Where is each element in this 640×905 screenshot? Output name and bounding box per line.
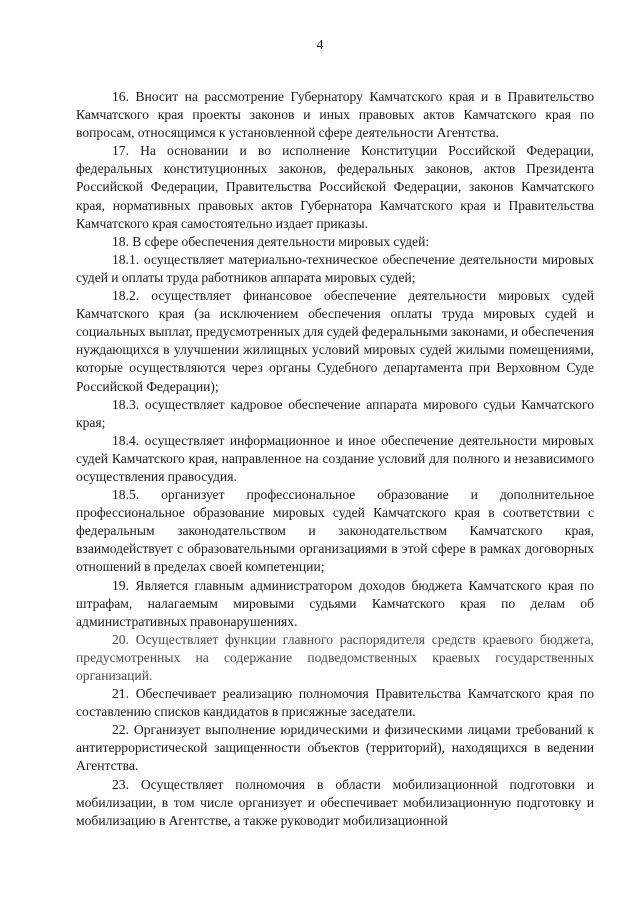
paragraph-18-4: 18.4. осуществляет информационное и иное обеспечение деятельности мировых судей Камчатского края, направленное на создание условий для полного и независимого осуществления правосудия. bbox=[76, 432, 594, 484]
document-body bbox=[76, 88, 594, 830]
paragraph-23: 23. Осуществляет полномочия в области мобилизационной подготовки и мобилизации, в том числе организует и обеспечивает мобилизационную подготовку и мобилизацию в Агентстве, а также руководит мобилизационной bbox=[76, 776, 594, 828]
paragraph-16: 16. Вносит на рассмотрение Губернатору Камчатского края и в Правительство Камчатского края проекты законов и иных правовых актов Камчатского края по вопросам, относящимся к установленной сфере деятельности Агентства. bbox=[76, 89, 594, 141]
paragraph-18-1: 18.1. осуществляет материально-техническое обеспечение деятельности мировых судей и оплаты труда работников аппарата мировых судей; bbox=[76, 251, 594, 285]
paragraph-22: 22. Организует выполнение юридическими и физическими лицами требований к антитеррористической защищенности объектов (территорий), находящихся в ведении Агентства. bbox=[76, 722, 594, 774]
paragraph-18: 18. В сфере обеспечения деятельности мировых судей: bbox=[112, 233, 430, 249]
paragraph-17: 17. На основании и во исполнение Конституции Российской Федерации, федеральных конституционных законов, федеральных законов, актов Президента Российской Федерации, Правительства Российской Федерации, законов Камчатского края, нормативных правовых актов Губернатора Камчатского края и Правительства Камчатского края самостоятельно издает приказы. bbox=[76, 143, 594, 231]
paragraph-18-2: 18.2. осуществляет финансовое обеспечение деятельности мировых судей Камчатского края (за исключением обеспечения оплаты труда мировых судей и социальных выплат, предусмотренных для судей федеральными законами, и обеспечения нуждающихся в улучшении жилищных условий мировых судей жилыми помещениями, которые осуществляются через органы Судебного департамента при Верховном Суде Российской Федерации); bbox=[76, 288, 594, 394]
paragraph-19: 19. Является главным администратором доходов бюджета Камчатского края по штрафам, налагаемым мировыми судьями Камчатского края по делам об административных правонарушениях. bbox=[76, 577, 594, 629]
paragraph-18-3: 18.3. осуществляет кадровое обеспечение аппарата мирового судьи Камчатского края; bbox=[76, 396, 594, 430]
page-number: 4 bbox=[316, 38, 324, 53]
paragraph-20: 20. Осуществляет функции главного распорядителя средств краевого бюджета, предусмотренных на содержание подведомственных краевых государственных организаций. bbox=[76, 631, 594, 683]
paragraph-18-5: 18.5. организует профессиональное образование и дополнительное профессиональное образование мировых судей Камчатского края в соответствии с федеральным законодательством и законодательством Камчатского края, взаимодействует с образовательными организациями в этой сфере в рамках договорных отношений в пределах своей компетенции; bbox=[76, 487, 594, 575]
paragraph-21: 21. Обеспечивает реализацию полномочия Правительства Камчатского края по составлению списков кандидатов в присяжные заседатели. bbox=[76, 686, 594, 720]
